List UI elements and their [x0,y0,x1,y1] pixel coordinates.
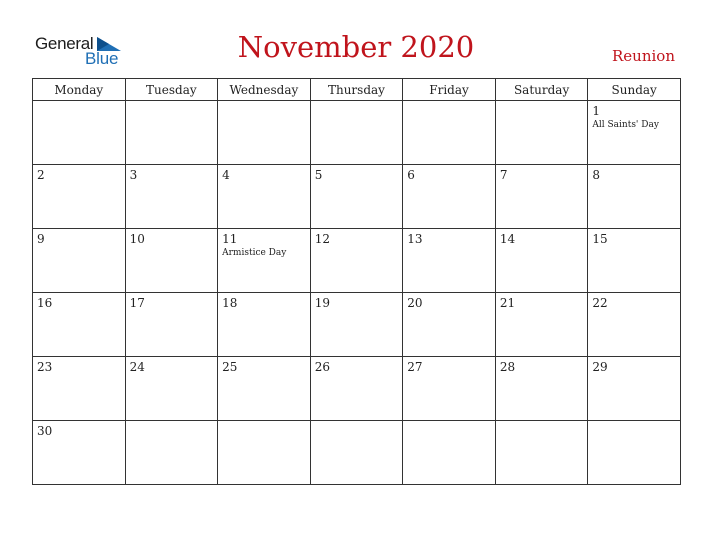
weekday-header: Friday [403,79,496,101]
day-number: 19 [314,296,330,310]
day-number: 15 [592,232,608,246]
weekday-header-row [33,79,681,101]
day-cell[interactable] [218,421,311,485]
day-cell[interactable] [403,357,496,421]
day-number: 11 [222,232,238,246]
day-cell[interactable] [310,101,403,165]
day-cell[interactable] [310,229,403,293]
weekday-header: Sunday [588,79,681,101]
weekday-header: Thursday [310,79,403,101]
day-number: 8 [592,168,601,182]
day-cell[interactable] [218,357,311,421]
week-row [33,165,681,229]
day-number: 29 [592,360,608,374]
day-cell[interactable] [33,357,126,421]
day-number: 6 [407,168,415,182]
day-cell[interactable] [495,421,588,485]
day-cell[interactable] [495,165,588,229]
day-number: 4 [222,168,230,182]
day-cell[interactable] [125,229,218,293]
week-row [33,229,681,293]
day-cell[interactable] [125,293,218,357]
day-number: 9 [37,232,45,246]
holiday-label: All Saints' Day [592,120,659,130]
day-cell[interactable] [33,165,126,229]
day-number: 7 [499,168,508,182]
day-cell[interactable] [588,165,681,229]
day-number: 30 [37,424,53,438]
day-number: 1 [592,104,601,118]
day-number: 21 [499,296,516,310]
weekday-header: Saturday [495,79,588,101]
day-cell[interactable] [495,357,588,421]
day-number: 25 [222,360,238,374]
day-number: 14 [499,232,516,246]
day-cell[interactable] [403,165,496,229]
week-row [33,421,681,485]
day-number: 2 [37,168,45,182]
logo-blue-text: Blue [85,49,119,68]
day-cell[interactable] [588,421,681,485]
day-cell[interactable] [125,357,218,421]
day-cell[interactable] [403,101,496,165]
weekday-header: Tuesday [125,79,218,101]
day-cell[interactable] [495,101,588,165]
day-cell[interactable] [495,229,588,293]
logo-general-text: General [35,34,94,53]
day-number: 22 [592,296,608,310]
day-cell[interactable] [33,421,126,485]
day-cell[interactable] [588,101,681,165]
day-number: 17 [129,296,145,310]
day-cell[interactable] [403,229,496,293]
week-row [33,357,681,421]
day-number: 10 [129,232,145,246]
calendar-title: November 2020 [237,30,475,64]
day-number: 18 [222,296,238,310]
day-number: 20 [407,296,423,310]
day-cell[interactable] [218,229,311,293]
day-cell[interactable] [495,293,588,357]
day-cell[interactable] [588,229,681,293]
day-cell[interactable] [310,421,403,485]
week-row [33,293,681,357]
day-number: 12 [314,232,330,246]
day-number: 5 [314,168,323,182]
day-number: 13 [407,232,423,246]
day-cell[interactable] [125,165,218,229]
weekday-header: Wednesday [218,79,311,101]
day-cell[interactable] [218,165,311,229]
day-cell[interactable] [403,421,496,485]
holiday-label: Armistice Day [222,248,287,258]
region-label: Reunion [612,47,675,65]
day-cell[interactable] [310,293,403,357]
day-number: 24 [129,360,145,374]
day-cell[interactable] [588,357,681,421]
weekday-header: Monday [33,79,126,101]
day-cell[interactable] [125,101,218,165]
day-number: 23 [37,360,53,374]
day-cell[interactable] [33,229,126,293]
day-cell[interactable] [310,165,403,229]
day-cell[interactable] [33,293,126,357]
day-number: 16 [37,296,53,310]
day-cell[interactable] [33,101,126,165]
day-cell[interactable] [310,357,403,421]
day-number: 26 [314,360,330,374]
day-cell[interactable] [403,293,496,357]
week-row [33,101,681,165]
day-number: 28 [499,360,516,374]
day-cell[interactable] [218,101,311,165]
calendar-grid [32,78,681,485]
day-cell[interactable] [588,293,681,357]
day-cell[interactable] [125,421,218,485]
day-number: 3 [129,168,138,182]
day-number: 27 [407,360,423,374]
day-cell[interactable] [218,293,311,357]
